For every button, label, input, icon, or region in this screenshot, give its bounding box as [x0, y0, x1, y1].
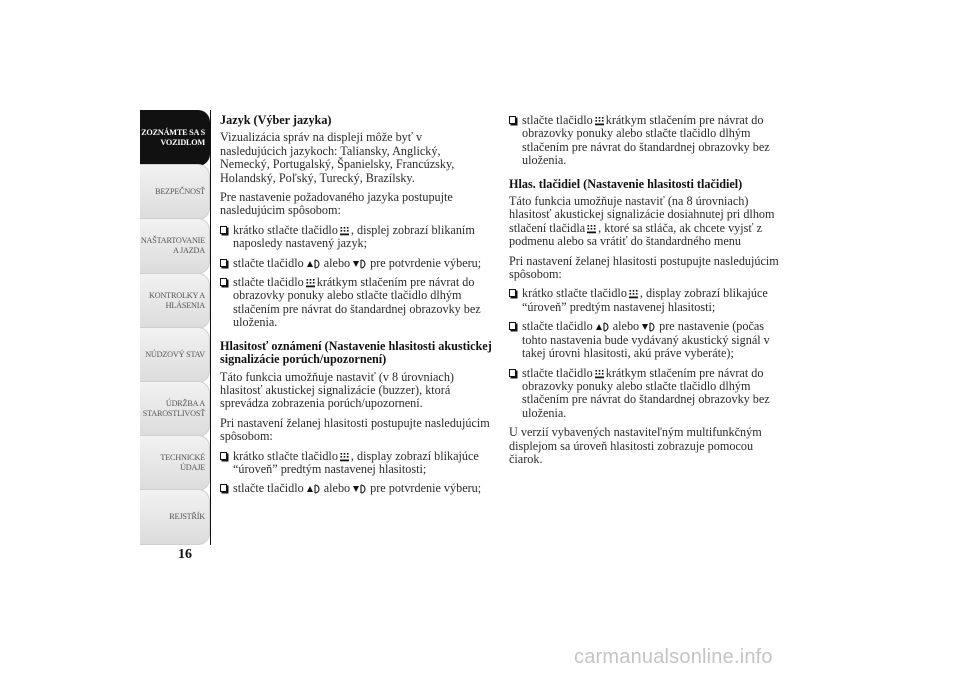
- paragraph: Pri nastavení želanej hlasitosti postupujte nasledujúcim spôsobom:: [220, 415, 490, 444]
- tab-bezpecnost[interactable]: BEZPEČNOSŤ: [140, 164, 210, 220]
- list-item: stlačte tlačidlo krátkym stlačením pre návrat do obrazovky ponuky alebo stlačte tlačidlo dlhým stlačením pre návrat do štandardnej obrazovky bez uloženia.: [220, 276, 492, 330]
- section-heading-notification-volume: Hlasitosť oznámení (Nastavenie hlasitosti akustickej signalizácie porúch/upozornení): [220, 338, 492, 367]
- down-arrow-button-icon: [352, 258, 368, 269]
- paragraph: Vizualizácia správ na displeji môže byť v nasledujúcich jazykoch: Taliansky, Anglický, Nemecký, Portugalský, Španielsky, Francúzsky, Holandský, Poľský, Turecký, Brazílsky.: [220, 130, 455, 185]
- watermark-text: carmanualsonline.info: [574, 646, 773, 668]
- bullet-box-icon: [220, 452, 227, 460]
- tab-rejstrik[interactable]: REJSTŘÍK: [140, 489, 210, 545]
- up-arrow-button-icon: [595, 321, 611, 332]
- menu-button-icon: [595, 116, 604, 126]
- tab-nastartovanie-a-jazda[interactable]: NAŠTARTOVANIE A JAZDA: [140, 218, 210, 274]
- bullet-box-icon: [220, 259, 227, 267]
- list-item: krátko stlačte tlačidlo , display zobrazí blikajúce “úroveň” predtým nastavenej hlasitosti;: [220, 450, 492, 477]
- up-arrow-button-icon: [306, 483, 322, 494]
- left-column: [220, 114, 492, 502]
- down-arrow-button-icon: [641, 321, 657, 332]
- page-number: 16: [178, 547, 192, 562]
- list-item: krátko stlačte tlačidlo , displej zobrazí blikaním naposledy nastavený jazyk;: [220, 224, 492, 251]
- section-tabs-sidebar: [140, 110, 211, 545]
- menu-button-icon: [340, 452, 349, 462]
- tab-zoznamte-sa-s-vozidlom[interactable]: ZOZNÁMTE SA S VOZIDLOM: [140, 110, 210, 166]
- down-arrow-button-icon: [352, 483, 368, 494]
- paragraph: Pre nastavenie požadovaného jazyka postupujte nasledujúcim spôsobom:: [220, 190, 453, 218]
- menu-button-icon: [306, 278, 315, 288]
- bullet-box-icon: [509, 289, 516, 297]
- tab-udrzba-a-starostlivost[interactable]: ÚDRŽBA A STAROSTLIVOSŤ: [140, 381, 210, 437]
- tab-nudzovy-stav[interactable]: NÚDZOVÝ STAV: [140, 327, 210, 383]
- list-item: stlačte tlačidlo alebo pre potvrdenie výberu;: [220, 482, 492, 495]
- list-item: stlačte tlačidlo alebo pre nastavenie (počas tohto nastavenia bude vydávaný akustický signál v takej úrovni hlasitosti, akú práve vyberáte);: [509, 320, 781, 360]
- tab-technicke-udaje[interactable]: TECHNICKÉ ÚDAJE: [140, 435, 210, 491]
- section-heading-language: Jazyk (Výber jazyka): [220, 113, 332, 127]
- bullet-box-icon: [509, 322, 516, 330]
- section-heading-button-volume: Hlas. tlačidiel (Nastavenie hlasitosti tlačidiel): [509, 176, 743, 191]
- bullet-box-icon: [509, 369, 516, 377]
- bullet-box-icon: [220, 226, 227, 234]
- bullet-box-icon: [509, 116, 516, 124]
- list-item: stlačte tlačidlo krátkym stlačením pre návrat do obrazovky ponuky alebo stlačte tlačidlo dlhým stlačením pre návrat do štandardnej obrazovky bez uloženia.: [509, 114, 781, 168]
- paragraph: Pri nastavení želanej hlasitosti postupujte nasledujúcim spôsobom:: [509, 253, 779, 282]
- bullet-box-icon: [220, 278, 227, 286]
- menu-button-icon: [587, 224, 596, 234]
- menu-button-icon: [595, 369, 604, 379]
- paragraph: Táto funkcia umožňuje nastaviť (na 8 úrovniach) hlasitosť akustickej signalizácie dosiahnutej pri dlhom stlačení tlačidla , ktoré sa stláča, ak chcete vyjsť z podmenu alebo sa vrátiť do štandardného menu: [509, 194, 775, 249]
- right-column: [509, 114, 781, 472]
- menu-button-icon: [340, 226, 349, 236]
- list-item: stlačte tlačidlo krátkym stlačením pre návrat do obrazovky ponuky alebo stlačte tlačidlo dlhým stlačením pre návrat do štandardnej obrazovky bez uloženia.: [509, 367, 781, 421]
- paragraph: Táto funkcia umožňuje nastaviť (v 8 úrovniach) hlasitosť akustickej signalizácie (buzzer), ktorá sprevádza zobrazenia porúch/upozornení.: [220, 369, 454, 411]
- list-item: krátko stlačte tlačidlo , display zobrazí blikajúce “úroveň” predtým nastavenej hlasitosti;: [509, 287, 781, 314]
- bullet-box-icon: [220, 484, 227, 492]
- tab-kontrolky-a-hlasenia[interactable]: KONTROLKY A HLÁSENIA: [140, 273, 210, 329]
- menu-button-icon: [629, 289, 638, 299]
- up-arrow-button-icon: [306, 258, 322, 269]
- list-item: stlačte tlačidlo alebo pre potvrdenie výberu;: [220, 257, 492, 270]
- paragraph: U verzií vybavených nastaviteľným multifunkčným displejom sa úroveň hlasitosti zobrazuje pomocou čiarok.: [509, 425, 762, 466]
